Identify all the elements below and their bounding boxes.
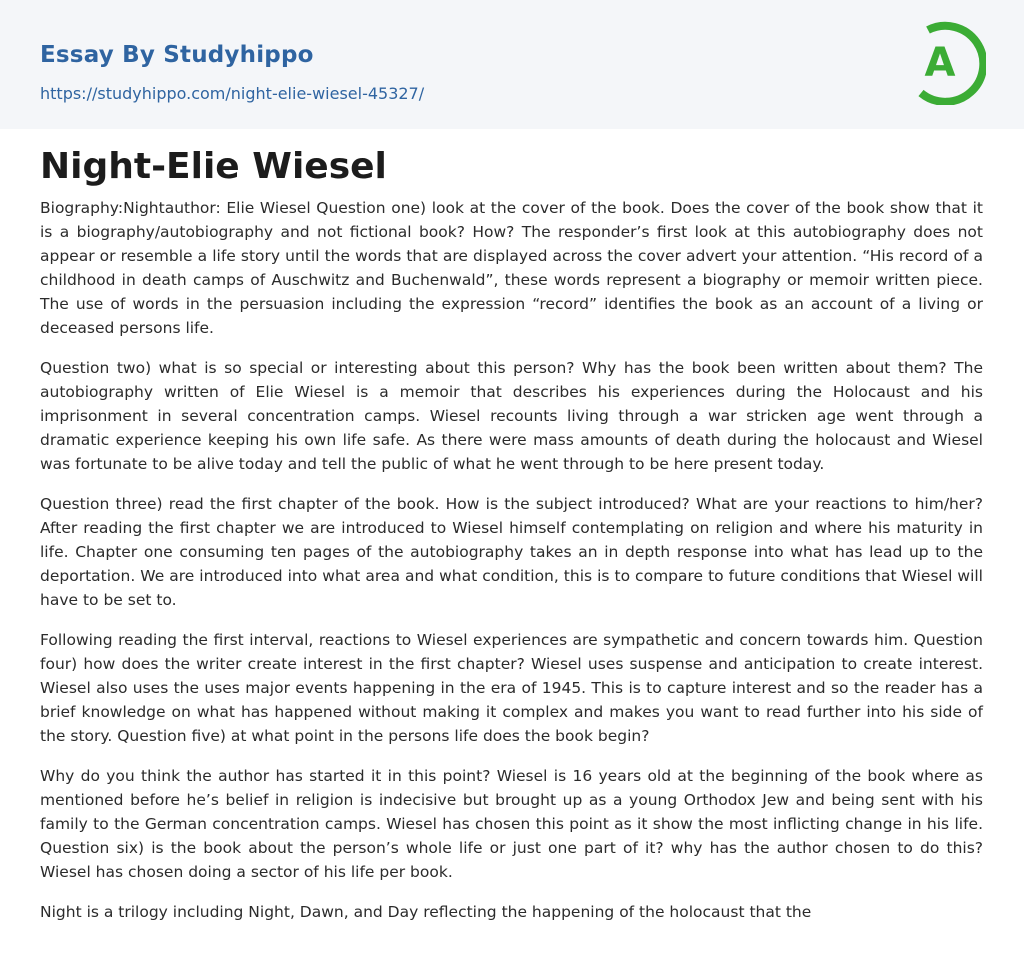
essay-paragraph-2: Question two) what is so special or interesting about this person? Why has the book been written about them? The autobiography written of Elie Wiesel is a memoir that describes his experiences during the Holocaust and his imprisonment in several concentration camps. Wiesel recounts living through a war stricken age went through a dramatic experience keeping his own life safe. As there were mass amounts of death during the holocaust and Wiesel was fortunate to be alive today and tell the public of what he went through to be here present today.	[40, 359, 983, 473]
essay-paragraph-4: Following reading the first interval, reactions to Wiesel experiences are sympathetic and concern towards him. Question four) how does the writer create interest in the first chapter? Wiesel uses suspense and anticipation to create interest. Wiesel also uses the uses major events happening in the era of 1945. This is to capture interest and so the reader has a brief knowledge on what has happened without making it complex and makes you want to read further into his side of the story. Question five) at what point in the persons life does the book begin?	[40, 631, 983, 745]
essay-paragraph-1: Biography:Nightauthor: Elie Wiesel Question one) look at the cover of the book. Does the cover of the book show that it is a biography/autobiography and not fictional book? How? The responder’s first look at this autobiography does not appear or resemble a life story until the words that are displayed across the cover advert your attention. “His record of a childhood in death camps of Auschwitz and Buchenwald”, these words represent a biography or memoir written piece. The use of words in the persuasion including the expression “record” identifies the book as an account of a living or deceased persons life.	[40, 199, 983, 337]
essay-url-link[interactable]: https://studyhippo.com/night-elie-wiesel-45327/	[40, 84, 425, 103]
studyhippo-logo-icon[interactable]	[912, 19, 986, 105]
essay-paragraph-6: Night is a trilogy including Night, Dawn, and Day reflecting the happening of the holocaust that the	[40, 903, 812, 921]
essay-paragraph-3: Question three) read the first chapter of the book. How is the subject introduced? What are your reactions to him/her? After reading the first chapter we are introduced to Wiesel himself contemplating on religion and where his maturity in life. Chapter one consuming ten pages of the autobiography takes an in depth response into what has lead up to the deportation. We are introduced into what area and what condition, this is to compare to future conditions that Wiesel will have to be set to.	[40, 495, 983, 609]
essay-paragraph-5: Why do you think the author has started it in this point? Wiesel is 16 years old at the beginning of the book where as mentioned before he’s belief in religion is indecisive but brought up as a young Orthodox Jew and being sent with his family to the German concentration camps. Wiesel has chosen this point as it show the most inflicting change in his life. Question six) is the book about the person’s whole life or just one part of it? why has the author chosen to do this? Wiesel has chosen doing a sector of his life per book.	[40, 767, 983, 881]
site-header	[0, 0, 1024, 129]
logo-letter: A	[924, 40, 956, 86]
site-brand-title[interactable]: Essay By Studyhippo	[40, 42, 314, 68]
essay-title: Night-Elie Wiesel	[40, 146, 387, 187]
essay-content	[40, 144, 983, 940]
